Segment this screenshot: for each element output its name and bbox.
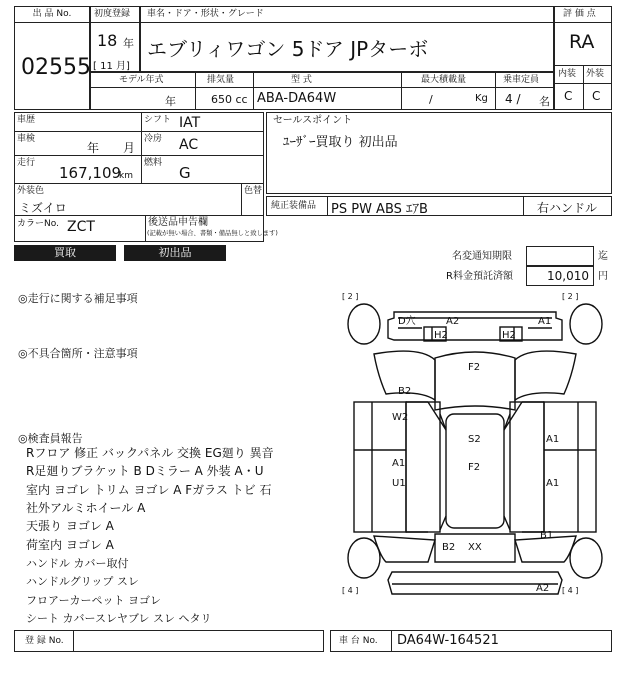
recycle-unit: 円: [598, 271, 608, 282]
color-no-value: ZCT: [67, 219, 95, 235]
reg-year-unit: 年: [123, 37, 134, 50]
corner-label-br: [ 4 ]: [562, 586, 579, 595]
equipment-box: [266, 196, 612, 216]
mark-h2-right: H2: [502, 330, 516, 341]
load-value: /: [429, 93, 433, 106]
deadline-field: [526, 246, 594, 266]
inspection-label: 車検: [17, 134, 36, 144]
capacity-label: 乗車定員: [503, 75, 540, 85]
report-line: R足廻りブラケット B Dミラー A 外装 A・U: [26, 464, 264, 478]
mark-a1-right1: A1: [546, 434, 560, 445]
defects-heading: ◎不具合箇所・注意事項: [18, 347, 138, 360]
lot-label: 出 品 No.: [32, 9, 72, 19]
mark-a2-top: A2: [446, 316, 460, 327]
interior-grade: C: [564, 89, 573, 103]
car-damage-diagram: [340, 290, 610, 606]
sales-point-label: セールスポイント: [273, 115, 353, 126]
reg-month: [ 11 月]: [93, 61, 130, 72]
aftermarket-label: 後送品申告欄: [148, 217, 208, 228]
mark-a1-left: A1: [392, 458, 406, 469]
mileage-value: 167,109: [59, 164, 122, 182]
deadline-unit: 迄: [598, 251, 608, 262]
corner-label-tl: [ 2 ]: [342, 292, 359, 301]
ext-color-label: 外装色: [17, 186, 45, 196]
chassis-number: DA64W-164521: [397, 633, 499, 648]
lot-number-box: [14, 6, 90, 110]
recycle-label: R料金預託済額: [446, 271, 513, 282]
history-label: 車歴: [17, 115, 36, 125]
report-line: 天張り ヨゴレ A: [26, 519, 114, 533]
load-label: 最大積載量: [421, 75, 467, 85]
ac-label: 冷房: [144, 134, 163, 144]
displacement: 650 cc: [211, 93, 248, 106]
chassis-label: 車 台 No.: [339, 636, 378, 646]
equipment-value: PS PW ABS ｴｱB: [331, 202, 428, 217]
mileage-unit: km: [119, 171, 133, 181]
car-name-label: 車名・ドア・形状・グレード: [147, 9, 264, 19]
ac-value: AC: [179, 137, 199, 153]
sales-point-value: ﾕｰｻﾞｰ買取り 初出品: [283, 135, 398, 150]
mark-d-ana: D穴: [398, 316, 416, 327]
report-line: シート カバースレヤブレ スレ ヘタリ: [26, 612, 212, 625]
sales-point-box: [266, 112, 612, 194]
mark-s2: S2: [468, 434, 481, 445]
mark-b2-rear: B2: [442, 542, 456, 553]
mark-a1-right2: A1: [546, 478, 560, 489]
reg-year: 18: [97, 31, 118, 50]
mark-u1: U1: [392, 478, 406, 489]
specs-row: [90, 72, 554, 110]
registration-box: [14, 630, 324, 652]
lot-number: 02555: [21, 55, 91, 80]
model-year-unit: 年: [165, 95, 176, 108]
mark-a2-bottom: A2: [536, 583, 550, 594]
interior-label: 内装: [558, 69, 577, 79]
aftermarket-note: (記載が無い場合、書類・備品無しと致します): [147, 230, 278, 237]
score-value: RA: [569, 31, 595, 53]
mark-xx: XX: [468, 542, 482, 553]
capacity: 4 /: [505, 92, 521, 106]
equipment-label: 純正装備品: [271, 201, 317, 211]
exterior-grade: C: [592, 89, 601, 103]
corner-label-tr: [ 2 ]: [562, 292, 579, 301]
report-line: フロアーカーペット ヨゴレ: [26, 594, 161, 607]
mark-b2-left: B2: [398, 386, 412, 397]
score-box: [554, 6, 612, 110]
fuel-value: G: [179, 164, 191, 182]
chassis-box: [330, 630, 612, 652]
shift-value: IAT: [179, 115, 201, 131]
handle-value: 右ハンドル: [537, 201, 598, 215]
mark-h2-left: H2: [434, 330, 448, 341]
first-registration-box: [90, 6, 140, 72]
mark-b1: B1: [540, 530, 554, 541]
details-left: [14, 112, 278, 242]
ext-color-value: ミズイロ: [19, 201, 67, 215]
color-no-label: カラーNo.: [17, 219, 59, 229]
report-line: 荷室内 ヨゴレ A: [26, 538, 114, 552]
mark-a1-top: A1: [538, 316, 552, 327]
report-line: 社外アルミホイール A: [26, 501, 146, 515]
capacity-unit: 名: [539, 95, 550, 108]
tag-first-listing: 初出品: [124, 245, 226, 261]
deadline-label: 名変通知期限: [452, 251, 512, 262]
inspection-month: 月: [123, 141, 136, 155]
tag-buyback: 買取: [14, 245, 116, 261]
recycle-value: 10,010: [547, 269, 589, 283]
registration-label: 登 録 No.: [25, 636, 64, 646]
corner-label-bl: [ 4 ]: [342, 586, 359, 595]
fuel-label: 燃料: [144, 158, 163, 168]
mark-f2-roof: F2: [468, 462, 481, 473]
exterior-label: 外装: [586, 69, 605, 79]
displacement-label: 排気量: [207, 75, 235, 85]
report-line: 室内 ヨゴレ トリム ヨゴレ A Fガラス トビ 石: [26, 483, 272, 497]
report-line: ハンドルグリップ スレ: [26, 575, 139, 588]
score-label: 評 価 点: [563, 9, 596, 19]
model-year-label: モデル年式: [119, 75, 164, 85]
car-name-box: [140, 6, 554, 72]
model-type: ABA-DA64W: [257, 91, 337, 106]
recycle-field: [526, 266, 594, 286]
mark-w2: W2: [392, 412, 409, 423]
inspector-heading: ◎検査員報告: [18, 432, 83, 445]
mark-f2-hood: F2: [468, 362, 481, 373]
type-label: 型 式: [291, 75, 312, 85]
load-unit: Kg: [475, 93, 488, 104]
mileage-label: 走行: [17, 158, 36, 168]
color-change-label: 色替: [244, 186, 263, 196]
inspection-year: 年: [87, 141, 100, 155]
car-name: エブリィワゴン 5ドア JPターボ: [147, 37, 429, 61]
driving-notes-heading: ◎走行に関する補足事項: [18, 292, 138, 305]
report-line: ハンドル カバー取付: [26, 557, 129, 570]
shift-label: シフト: [144, 115, 172, 125]
first-reg-label: 初度登録: [94, 9, 131, 19]
report-line: Rフロア 修正 バックパネル 交換 EG廻り 異音: [26, 446, 274, 460]
